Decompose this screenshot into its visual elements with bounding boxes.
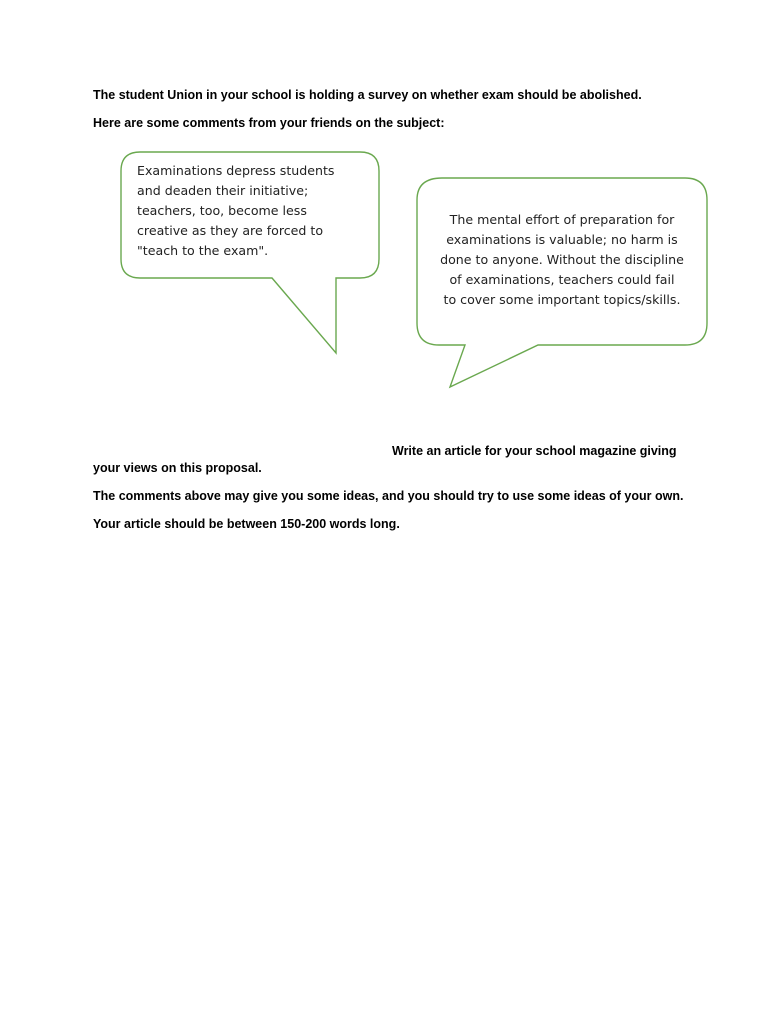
task-line-word-count: Your article should be between 150-200 words long.	[93, 517, 400, 531]
comment-right-line: done to anyone. Without the discipline	[440, 252, 684, 267]
comment-right-line: The mental effort of preparation for	[449, 212, 675, 227]
intro-line-comments: Here are some comments from your friends on the subject:	[93, 116, 445, 130]
comment-left-line: "teach to the exam".	[137, 243, 269, 258]
task-line-views: your views on this proposal.	[93, 461, 262, 475]
task-line-write-article: Write an article for your school magazine giving	[392, 444, 677, 458]
intro-line-survey: The student Union in your school is holding a survey on whether exam should be abolished.	[93, 88, 642, 102]
task-line-ideas: The comments above may give you some ideas, and you should try to use some ideas of your own.	[93, 489, 684, 503]
comment-left-line: Examinations depress students	[137, 163, 335, 178]
comment-left	[137, 161, 369, 261]
comment-left-line: teachers, too, become less	[137, 203, 307, 218]
comment-right-line: to cover some important topics/skills.	[443, 292, 681, 307]
comment-right	[425, 210, 699, 310]
comment-left-line: creative as they are forced to	[137, 223, 324, 238]
comment-right-line: of examinations, teachers could fail	[449, 272, 675, 287]
comment-right-line: examinations is valuable; no harm is	[446, 232, 678, 247]
comment-left-line: and deaden their initiative;	[137, 183, 309, 198]
